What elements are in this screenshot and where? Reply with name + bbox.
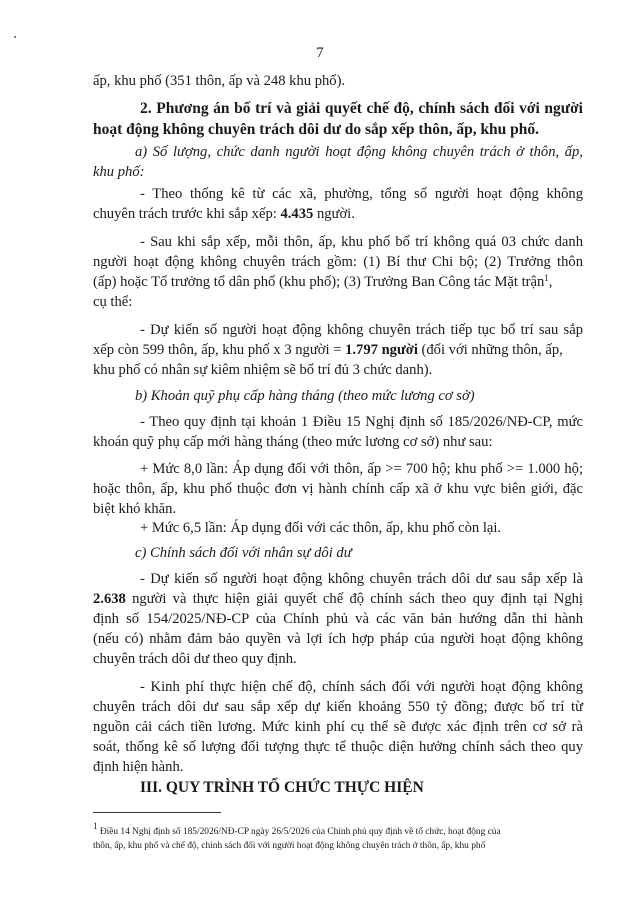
footnote-line: thôn, ấp, khu phố và chế độ, chính sách đối với người hoạt động không chuyên trách ở thôn, ấp, khu phố [93, 841, 486, 851]
footnote-marker: 1 [93, 821, 98, 831]
body-line: - Dự kiến số người hoạt động không chuyên trách tiếp tục bố trí sau sắp [140, 322, 583, 338]
body-line: soát, thống kê số lượng đối tượng thực tế thuộc diện hưởng chính sách theo quy [93, 739, 583, 755]
body-line: xếp còn 599 thôn, ấp, khu phố x 3 người = 1.797 người (đối với những thôn, ấp, [93, 342, 563, 358]
body-line: + Mức 8,0 lần: Áp dụng đối với thôn, ấp >= 700 hộ; khu phố >= 1.000 hộ; [140, 461, 583, 477]
body-line: khu phố có nhân sự kiêm nhiệm sẽ bố trí đủ 3 chức danh). [93, 362, 433, 378]
subheading-a: a) Số lượng, chức danh người hoạt động không chuyên trách ở thôn, ấp, [135, 144, 583, 160]
surplus-count: 2.638 [93, 591, 126, 607]
body-line: - Dự kiến số người hoạt động không chuyên trách dôi dư sau sắp xếp là [140, 571, 583, 587]
body-line: biệt khó khăn. [93, 501, 177, 517]
body-line: - Theo quy định tại khoản 1 Điều 15 Nghị định số 185/2026/NĐ-CP, mức [140, 414, 583, 430]
body-line: cụ thể: [93, 294, 133, 310]
subheading-b: b) Khoản quỹ phụ cấp hàng tháng (theo mức lương cơ sở) [135, 388, 475, 404]
section-heading-3: III. QUY TRÌNH TỔ CHỨC THỰC HIỆN [140, 779, 424, 796]
retained-count: 1.797 người [345, 342, 418, 358]
page-number: 7 [316, 45, 324, 61]
body-line: (nếu có) nhằm đảm bảo quyền và lợi ích hợp pháp của người hoạt động không [93, 631, 583, 647]
body-line: - Theo thống kê từ các xã, phường, tổng số người hoạt động không [140, 186, 583, 202]
body-line: 2.638 người và thực hiện giải quyết chế độ chính sách theo quy định tại Nghị [93, 591, 583, 607]
body-line: - Sau khi sắp xếp, mỗi thôn, ấp, khu phố bố trí không quá 03 chức danh [140, 234, 583, 250]
body-line: định hiện hành. [93, 759, 184, 775]
body-line: - Kinh phí thực hiện chế độ, chính sách đối với người hoạt động không [140, 679, 583, 695]
body-line: chuyên trách dôi dư theo quy định. [93, 651, 297, 667]
footnote-divider [93, 812, 221, 813]
subheading-a-cont: khu phố: [93, 164, 145, 180]
body-line: người hoạt động không chuyên trách gồm: (1) Bí thư Chi bộ; (2) Trưởng thôn [93, 254, 583, 270]
body-line: chuyên trách dôi dư sau sắp xếp dự kiến khoảng 550 tỷ đồng; được bố trí từ [93, 699, 583, 715]
section-heading-2-cont: hoạt động không chuyên trách dôi dư do sắp xếp thôn, ấp, khu phố. [93, 121, 540, 138]
total-before-count: 4.435 [280, 206, 314, 222]
body-line: + Mức 6,5 lần: Áp dụng đối với các thôn, ấp, khu phố còn lại. [140, 520, 502, 536]
subheading-c: c) Chính sách đối với nhân sự dôi dư [135, 545, 352, 561]
body-line: khoán quỹ phụ cấp mới hàng tháng (theo mức lương cơ sở) như sau: [93, 434, 493, 450]
footnote-ref: 1 [544, 273, 549, 283]
body-line: (ấp) hoặc Tổ trưởng tổ dân phố (khu phố); (3) Trưởng Ban Công tác Mặt trận$^1$, [93, 273, 553, 290]
body-line: ấp, khu phố (351 thôn, ấp và 248 khu phố). [93, 73, 346, 89]
body-line: hoặc thôn, ấp, khu phố thuộc đơn vị hành chính cấp xã ở khu vực biên giới, đặc [93, 481, 583, 497]
body-line: chuyên trách trước khi sắp xếp: 4.435 người. [93, 206, 355, 222]
body-line: định số 154/2025/NĐ-CP của Chính phủ và các văn bản hướng dẫn thi hành [93, 611, 583, 627]
scan-speck [14, 36, 16, 38]
body-line: nguồn cải cách tiền lương. Mức kinh phí cụ thể sẽ được xác định trên cơ sở rà [93, 719, 583, 735]
footnote-line: $^1$ Điều 14 Nghị định số 185/2026/NĐ-CP ngày 26/5/2026 của Chính phủ quy định về tổ chức, hoạt động của [93, 821, 501, 837]
section-heading-2: 2. Phương án bố trí và giải quyết chế độ, chính sách đối với người [140, 100, 583, 117]
